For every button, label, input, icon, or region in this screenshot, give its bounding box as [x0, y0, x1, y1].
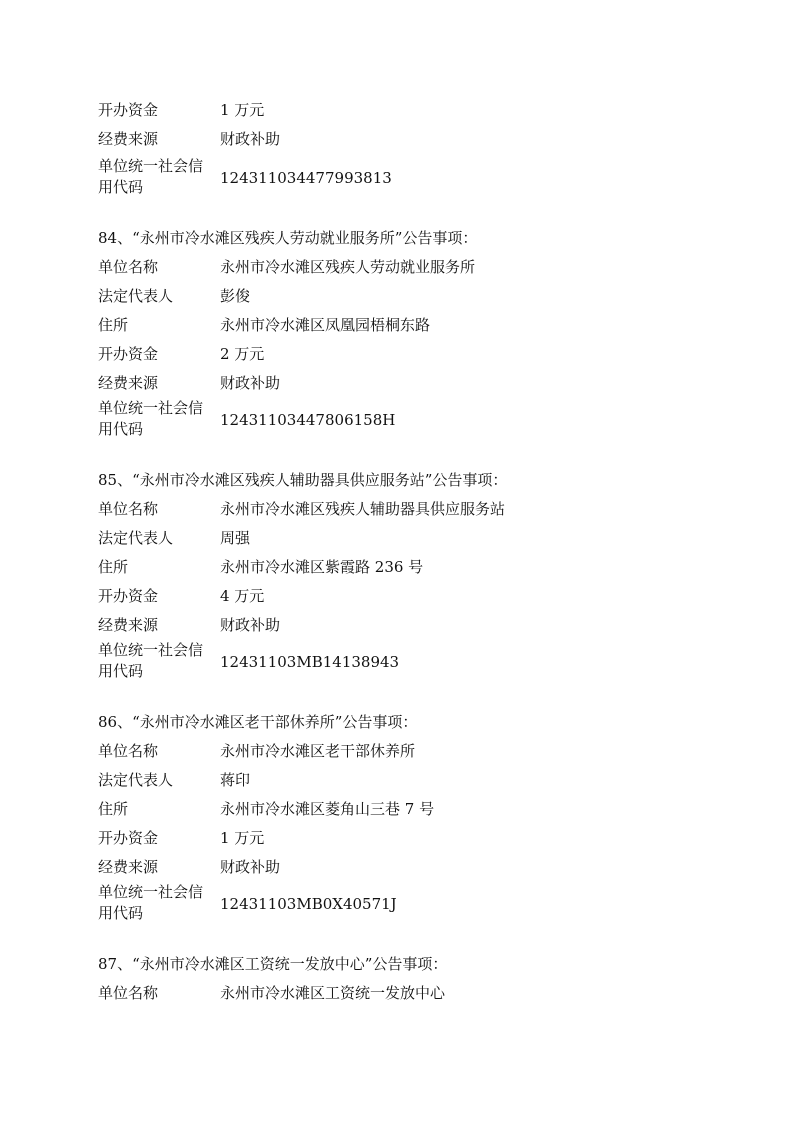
- name-label: 单位名称: [98, 984, 159, 1002]
- entry-85-capital-row: [98, 584, 698, 608]
- funding-value: 财政补助: [220, 374, 281, 392]
- entry-85-name-row: [98, 497, 698, 521]
- entry-86-address-row: [98, 797, 698, 821]
- funding-value: 财政补助: [220, 130, 281, 148]
- capital-value: 2 万元: [220, 345, 265, 363]
- capital-label: 开办资金: [98, 345, 159, 363]
- entry-84-capital-row: [98, 342, 698, 366]
- credit-code-label: 单位统一社会信 用代码: [98, 883, 204, 922]
- entry-84-funding-row: [98, 371, 698, 395]
- entry-85-heading: 85、“永州市冷水滩区残疾人辅助器具供应服务站”公告事项：: [98, 471, 508, 489]
- address-label: 住所: [98, 316, 129, 334]
- funding-label: 经费来源: [98, 374, 159, 392]
- entry-85-funding-row: [98, 613, 698, 637]
- entry-84-address-row: [98, 313, 698, 337]
- name-value: 永州市冷水滩区残疾人劳动就业服务所: [220, 258, 476, 276]
- entry-86-funding-row: [98, 855, 698, 879]
- top-funding-row: [98, 127, 698, 151]
- capital-label: 开办资金: [98, 587, 159, 605]
- name-label: 单位名称: [98, 500, 159, 518]
- address-value: 永州市冷水滩区紫霞路 236 号: [220, 558, 424, 576]
- entry-84-heading: 84、“永州市冷水滩区残疾人劳动就业服务所”公告事项：: [98, 229, 478, 247]
- entry-86-name-row: [98, 739, 698, 763]
- name-label: 单位名称: [98, 742, 159, 760]
- credit-code-value: 12431103MB0X40571J: [220, 895, 397, 913]
- entry-84-credit-row: [98, 398, 698, 440]
- funding-label: 经费来源: [98, 616, 159, 634]
- entry-87-name-row: [98, 981, 698, 1005]
- funding-value: 财政补助: [220, 616, 281, 634]
- address-value: 永州市冷水滩区菱角山三巷 7 号: [220, 800, 435, 818]
- capital-value: 1 万元: [220, 829, 265, 847]
- entry-86-heading: 86、“永州市冷水滩区老干部休养所”公告事项：: [98, 713, 418, 731]
- address-value: 永州市冷水滩区凤凰园梧桐东路: [220, 316, 431, 334]
- credit-code-label: 单位统一社会信 用代码: [98, 399, 204, 438]
- rep-label: 法定代表人: [98, 529, 174, 547]
- name-value: 永州市冷水滩区残疾人辅助器具供应服务站: [220, 500, 506, 518]
- address-label: 住所: [98, 800, 129, 818]
- entry-85-address-row: [98, 555, 698, 579]
- capital-label: 开办资金: [98, 829, 159, 847]
- funding-label: 经费来源: [98, 130, 159, 148]
- capital-label: 开办资金: [98, 101, 159, 119]
- credit-code-label: 单位统一社会信 用代码: [98, 157, 204, 196]
- entry-86-rep-row: [98, 768, 698, 792]
- entry-86-credit-row: [98, 882, 698, 924]
- address-label: 住所: [98, 558, 129, 576]
- rep-value: 蒋印: [220, 771, 251, 789]
- entry-84-name-row: [98, 255, 698, 279]
- entry-84-rep-row: [98, 284, 698, 308]
- rep-value: 彭俊: [220, 287, 251, 305]
- entry-85-credit-row: [98, 640, 698, 682]
- name-value: 永州市冷水滩区工资统一发放中心: [220, 984, 446, 1002]
- top-capital-row: [98, 98, 698, 122]
- capital-value: 4 万元: [220, 587, 265, 605]
- top-credit-row: [98, 156, 698, 198]
- credit-code-label: 单位统一社会信 用代码: [98, 641, 204, 680]
- name-label: 单位名称: [98, 258, 159, 276]
- rep-value: 周强: [220, 529, 251, 547]
- entry-87-heading: 87、“永州市冷水滩区工资统一发放中心”公告事项：: [98, 955, 448, 973]
- credit-code-value: 12431103MB14138943: [220, 653, 400, 671]
- entry-86-capital-row: [98, 826, 698, 850]
- rep-label: 法定代表人: [98, 771, 174, 789]
- entry-85-rep-row: [98, 526, 698, 550]
- name-value: 永州市冷水滩区老干部休养所: [220, 742, 416, 760]
- rep-label: 法定代表人: [98, 287, 174, 305]
- credit-code-value: 12431103447806158H: [220, 411, 396, 429]
- funding-label: 经费来源: [98, 858, 159, 876]
- capital-value: 1 万元: [220, 101, 265, 119]
- funding-value: 财政补助: [220, 858, 281, 876]
- credit-code-value: 124311034477993813: [220, 169, 392, 187]
